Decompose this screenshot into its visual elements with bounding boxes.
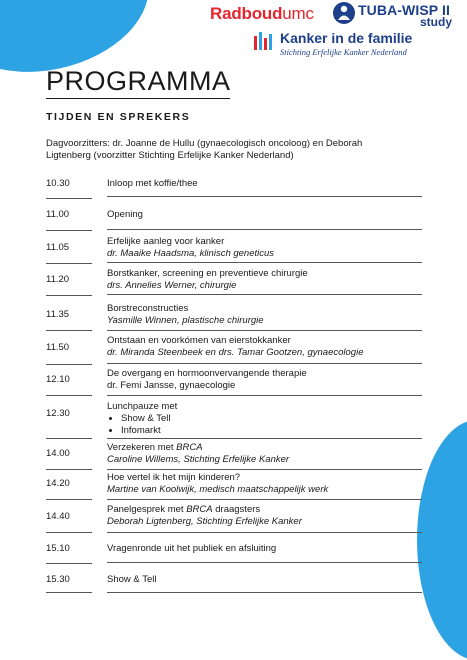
title-underline: [46, 98, 230, 99]
description-divider: [107, 363, 422, 364]
time-divider: [46, 395, 92, 396]
session-title: Borstreconstructies: [107, 303, 189, 314]
page-subtitle: TIJDEN EN SPREKERS: [46, 111, 191, 123]
session-title-emphasis: BRCA: [176, 442, 203, 453]
session-title: Opening: [107, 209, 143, 220]
description-divider: [107, 262, 422, 263]
tuba-person-icon: [332, 1, 356, 25]
description-divider: [107, 499, 422, 500]
radboudumc-logo: [210, 4, 314, 24]
schedule-description: [107, 209, 143, 221]
session-speaker: Yasmille Winnen, plastische chirurgie: [107, 315, 264, 326]
description-divider: [107, 592, 422, 593]
schedule-time: 12.10: [46, 374, 70, 385]
schedule-description: [107, 236, 274, 260]
bullet-item: • Infomarkt: [121, 425, 177, 437]
schedule-description: [107, 303, 264, 327]
schedule-time: 11.35: [46, 309, 70, 320]
session-title-text: Verzekeren met: [107, 442, 177, 453]
session-speaker: dr. Maaike Haadsma, klinisch geneticus: [107, 248, 275, 259]
time-divider: [46, 364, 92, 365]
schedule-description: [107, 472, 328, 496]
time-divider: [46, 263, 92, 264]
schedule-time: 14.00: [46, 448, 70, 459]
schedule-time: 14.20: [46, 478, 70, 489]
time-divider: [46, 198, 92, 199]
session-title: De overgang en hormoonvervangende therapie: [107, 368, 307, 379]
time-divider: [46, 532, 92, 533]
description-divider: [107, 532, 422, 533]
session-speaker: Martine van Koolwijk, medisch maatschappelijk werk: [107, 484, 329, 495]
kif-logo-title: Kanker in de familie: [280, 30, 413, 46]
time-divider: [46, 469, 92, 470]
session-title: Show & Tell: [107, 574, 157, 585]
bottom-right-decoration: [417, 420, 467, 660]
chairpersons-text: Dagvoorzitters: dr. Joanne de Hullu (gynaecologisch oncoloog) en Deborah Ligtenberg (voorzitter Stichting Erfelijke Kanker Nederland): [46, 138, 363, 161]
tuba-logo-title: TUBA-WISP II: [358, 2, 450, 18]
description-divider: [107, 196, 422, 197]
schedule-time: 12.30: [46, 408, 70, 419]
radboud-logo-main: Radboud: [210, 4, 283, 23]
description-divider: [107, 229, 422, 230]
schedule-description: [107, 504, 302, 528]
session-title: [107, 442, 289, 454]
session-speaker: drs. Annelies Werner, chirurgie: [107, 280, 237, 291]
session-title-text-suffix: draagsters: [212, 504, 261, 515]
description-divider: [107, 562, 422, 563]
description-divider: [107, 294, 422, 295]
session-title: Erfelijke aanleg voor kanker: [107, 236, 225, 247]
schedule-time: 11.05: [46, 242, 70, 253]
time-divider: [46, 499, 92, 500]
time-divider: [46, 295, 92, 296]
schedule-description: [107, 368, 307, 392]
schedule-time: 11.50: [46, 342, 70, 353]
session-title: [107, 504, 302, 516]
schedule-time: 15.30: [46, 574, 70, 585]
time-divider: [46, 438, 92, 439]
schedule-description: [107, 268, 308, 292]
description-divider: [107, 438, 422, 439]
session-bullet-list: [107, 413, 177, 437]
session-title-text: Panelgesprek met: [107, 504, 187, 515]
session-title: Inloop met koffie/thee: [107, 178, 198, 189]
session-speaker: Caroline Willems, Stichting Erfelijke Kanker: [107, 454, 290, 465]
kif-logo-subtitle: Stichting Erfelijke Kanker Nederland: [280, 47, 407, 57]
schedule-time: 11.00: [46, 209, 70, 220]
session-title-emphasis: BRCA: [186, 504, 213, 515]
schedule-time: 11.20: [46, 274, 70, 285]
session-title: Lunchpauze met: [107, 401, 178, 412]
session-title: Hoe vertel ik het mijn kinderen?: [107, 472, 241, 483]
schedule-description: [107, 543, 276, 555]
schedule-description: [107, 442, 289, 466]
time-divider: [46, 230, 92, 231]
page-title: PROGRAMMA: [46, 66, 231, 96]
bullet-item: • Show & Tell: [121, 413, 177, 425]
time-divider: [46, 563, 92, 564]
schedule-time: 15.10: [46, 543, 70, 554]
tuba-logo-subtitle: study: [420, 15, 453, 29]
radboud-logo-suffix: umc: [282, 4, 314, 23]
schedule-description: [107, 401, 177, 437]
session-speaker: dr. Miranda Steenbeek en drs. Tamar Gootzen, gynaecologie: [107, 347, 364, 358]
session-speaker: dr. Femi Jansse, gynaecologie: [107, 380, 236, 391]
schedule-time: 10.30: [46, 178, 70, 189]
description-divider: [107, 330, 422, 331]
schedule-time: 14.40: [46, 511, 70, 522]
session-title: Ontstaan en voorkómen van eierstokkanker: [107, 335, 291, 346]
session-speaker: Deborah Ligtenberg, Stichting Erfelijke Kanker: [107, 516, 302, 527]
schedule-description: [107, 335, 363, 359]
time-divider: [46, 592, 92, 593]
description-divider: [107, 469, 422, 470]
schedule-description: [107, 178, 198, 190]
session-title: Vragenronde uit het publiek en afsluiting: [107, 543, 277, 554]
schedule-description: [107, 574, 156, 586]
time-divider: [46, 330, 92, 331]
session-title: Borstkanker, screening en preventieve chirurgie: [107, 268, 308, 279]
kif-family-icon: [254, 32, 276, 50]
description-divider: [107, 395, 422, 396]
